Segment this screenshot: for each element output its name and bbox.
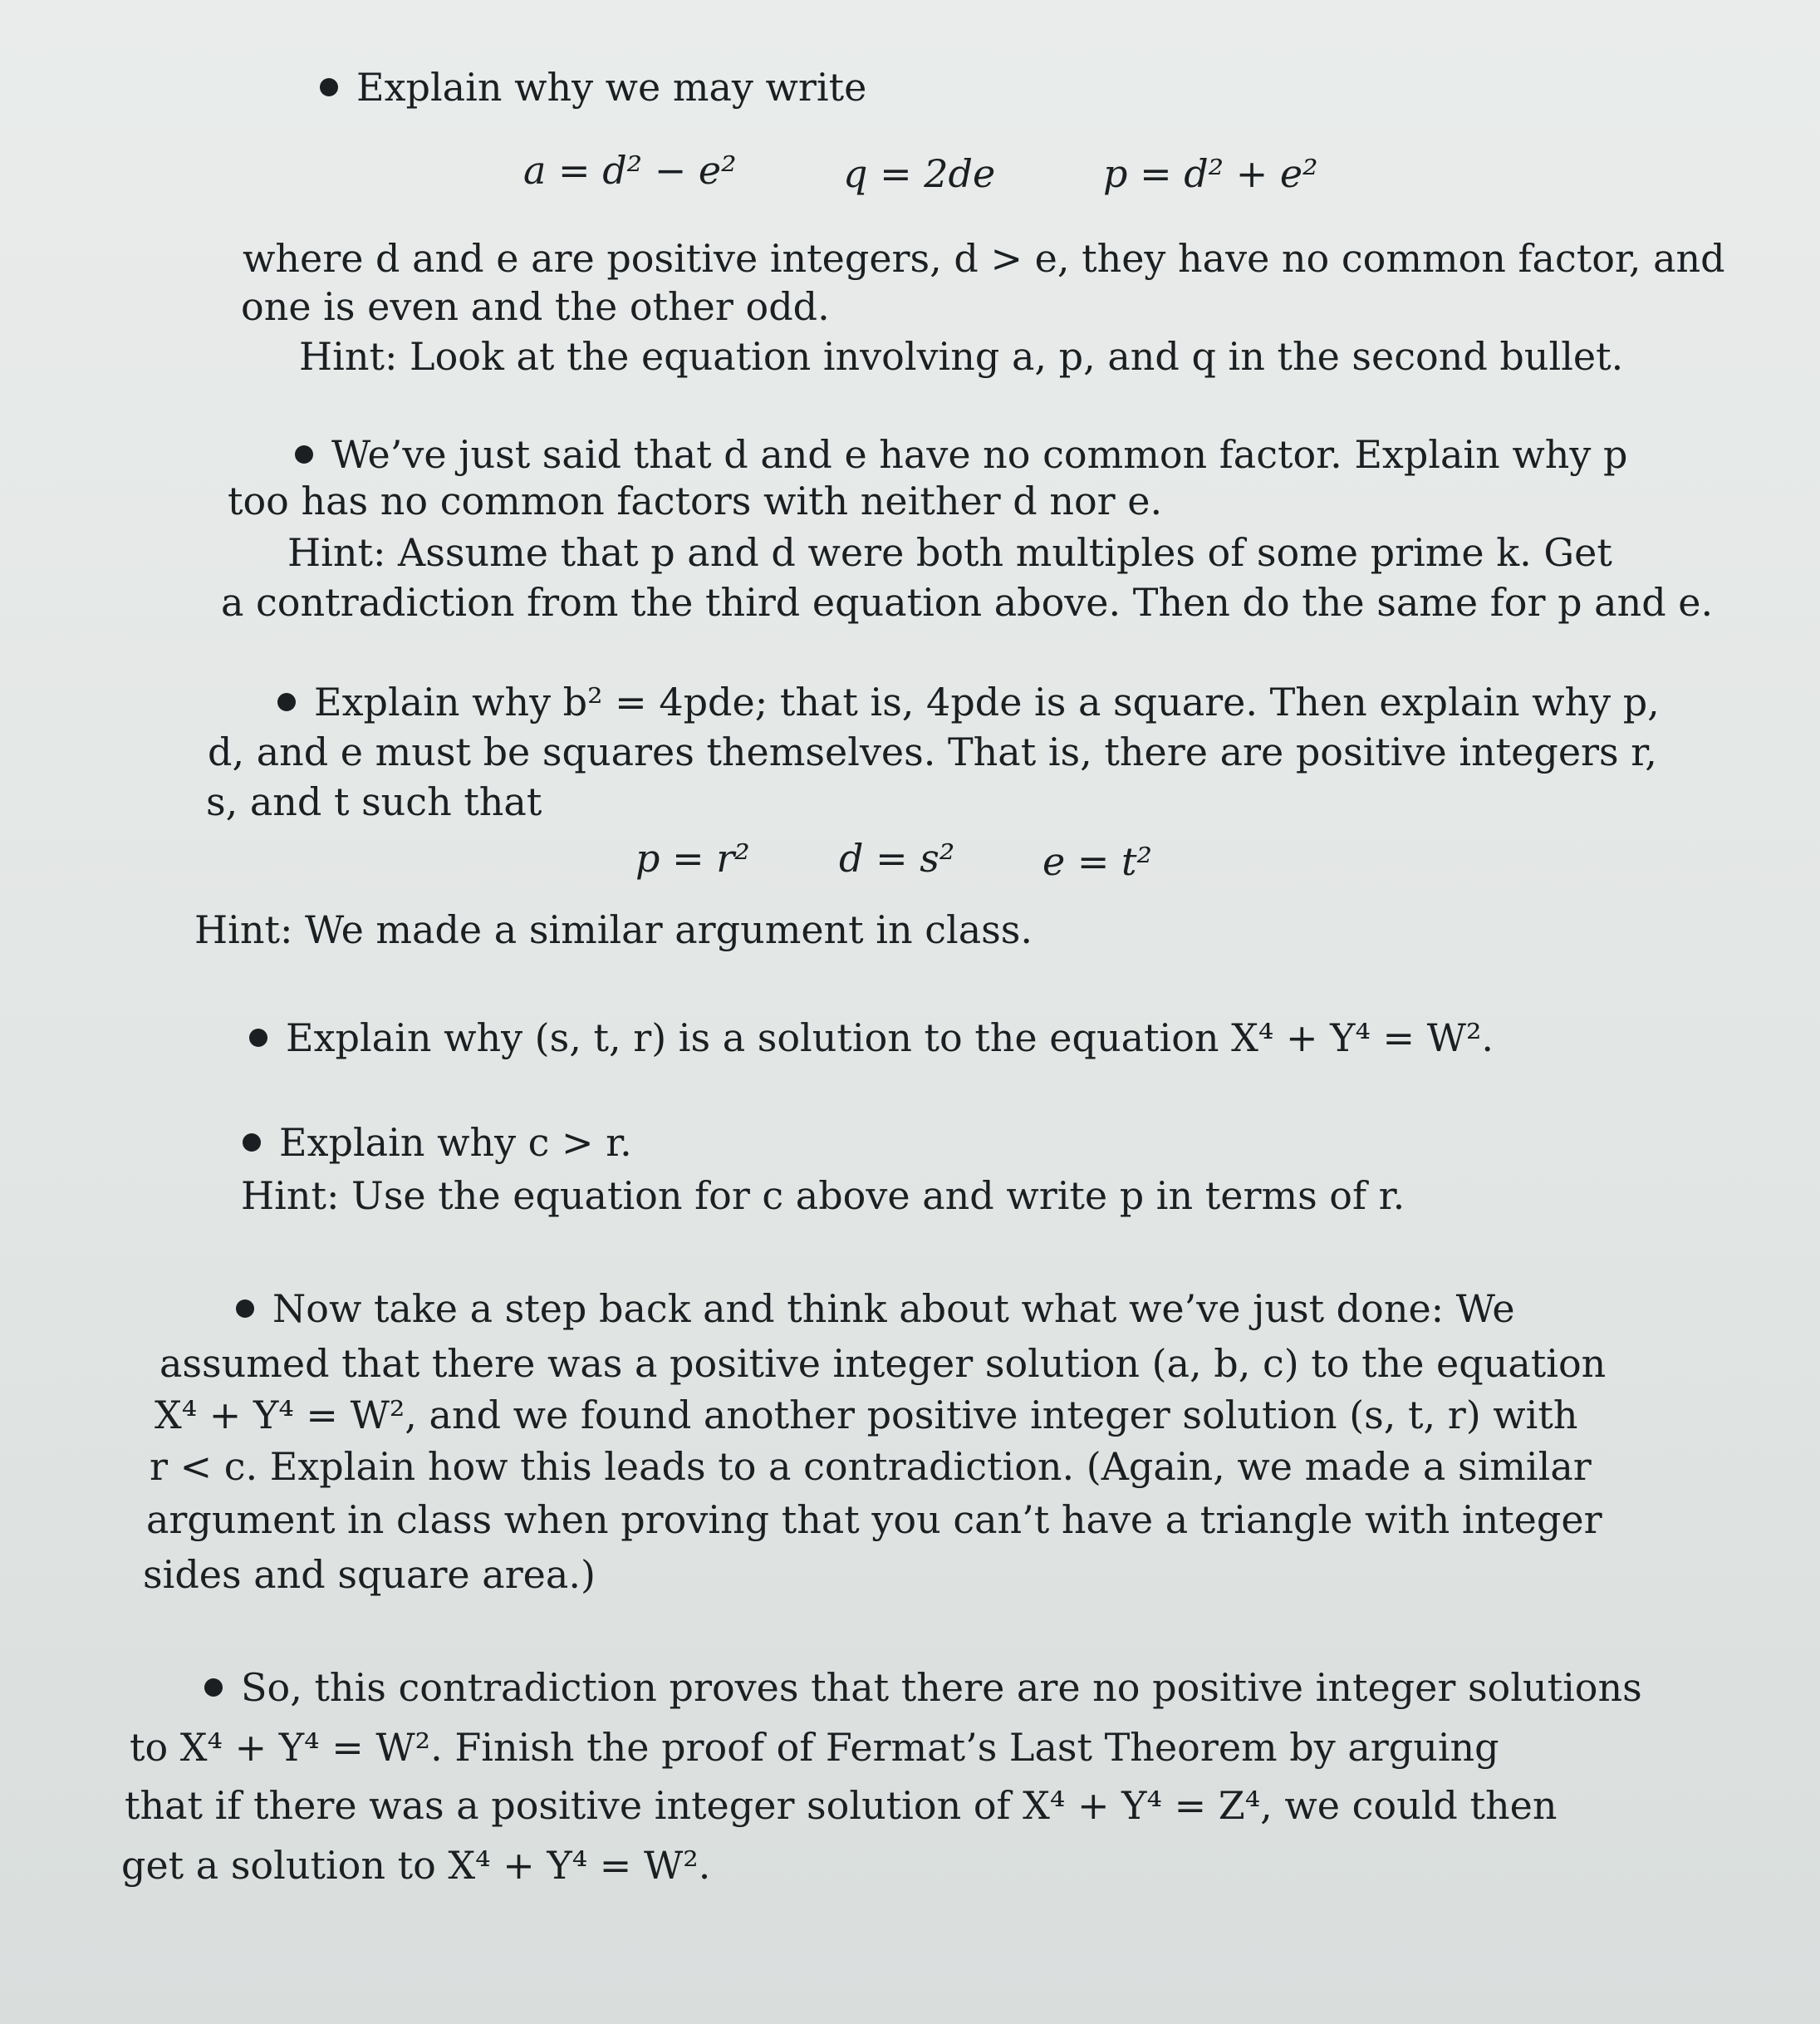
equation-q: q = 2de	[843, 151, 996, 196]
equation-p: p = d² + e²	[1103, 151, 1318, 196]
bullet-3-line-2: d, and e must be squares themselves. That is, there are positive integers r,	[208, 730, 1657, 774]
bullet-2-line-2: too has no common factors with neither d nor e.	[228, 479, 1163, 523]
bullet-1-line-2: one is even and the other odd.	[241, 284, 830, 329]
bullet-6-line-1	[236, 1285, 1515, 1333]
bullet-dot-icon	[295, 445, 313, 464]
bullet-7-line-3: that if there was a positive integer solution of X⁴ + Y⁴ = Z⁴, we could then	[125, 1783, 1558, 1828]
equation-e-t: e = t²	[1042, 839, 1152, 884]
bullet-1-text: Explain why we may write	[356, 65, 867, 110]
bullet-3-hint: Hint: We made a similar argument in class.	[194, 907, 1033, 952]
bullet-3-line-3: s, and t such that	[206, 779, 542, 824]
bullet-dot-icon	[204, 1678, 223, 1697]
bullet-2-hint-2: a contradiction from the third equation above. Then do the same for p and e.	[221, 580, 1714, 625]
bullet-2-line-1	[295, 430, 1627, 479]
bullet-6-line-2: assumed that there was a positive integer solution (a, b, c) to the equation	[159, 1341, 1607, 1386]
bullet-dot-icon	[249, 1029, 267, 1047]
bullet-dot-icon	[243, 1133, 261, 1152]
bullet-5-text: Explain why c > r.	[279, 1120, 632, 1165]
bullet-4-text: Explain why (s, t, r) is a solution to the equation X⁴ + Y⁴ = W².	[286, 1015, 1494, 1060]
bullet-7-line-2: to X⁴ + Y⁴ = W². Finish the proof of Fermat’s Last Theorem by arguing	[130, 1725, 1499, 1770]
bullet-dot-icon	[320, 78, 338, 96]
bullet-7-line-4: get a solution to X⁴ + Y⁴ = W².	[121, 1843, 711, 1888]
bullet-5-hint: Hint: Use the equation for c above and write p in terms of r.	[241, 1173, 1405, 1218]
equation-d-s: d = s²	[839, 836, 955, 881]
bullet-1-hint: Hint: Look at the equation involving a, p, and q in the second bullet.	[299, 334, 1624, 379]
bullet-dot-icon	[236, 1299, 254, 1318]
bullet-7-line-1	[204, 1663, 1642, 1712]
bullet-2-hint-1: Hint: Assume that p and d were both multiples of some prime k. Get	[287, 530, 1612, 575]
bullet-1-line-1: where d and e are positive integers, d > e, they have no common factor, and	[243, 236, 1725, 281]
bullet-3-line-1	[277, 678, 1660, 726]
bullet-7-text: So, this contradiction proves that there are no positive integer solutions	[241, 1665, 1642, 1710]
bullet-3-text: Explain why b² = 4pde; that is, 4pde is a square. Then explain why p,	[314, 680, 1660, 725]
bullet-6-line-3: X⁴ + Y⁴ = W², and we found another positive integer solution (s, t, r) with	[155, 1393, 1578, 1437]
bullet-6-line-6: sides and square area.)	[143, 1552, 596, 1597]
bullet-5-line-1	[243, 1118, 632, 1167]
bullet-dot-icon	[277, 693, 296, 711]
bullet-6-line-4: r < c. Explain how this leads to a contradiction. (Again, we made a similar	[150, 1444, 1592, 1489]
bullet-4-line-1	[249, 1014, 1494, 1062]
equation-a: a = d² − e²	[523, 148, 737, 193]
bullet-6-text: Now take a step back and think about what we’ve just done: We	[272, 1286, 1515, 1331]
bullet-2-text: We’ve just said that d and e have no common factor. Explain why p	[331, 432, 1628, 477]
bullet-1-heading	[320, 63, 866, 111]
equation-p-r: p = r²	[635, 836, 750, 881]
bullet-6-line-5: argument in class when proving that you can’t have a triangle with integer	[146, 1497, 1602, 1542]
